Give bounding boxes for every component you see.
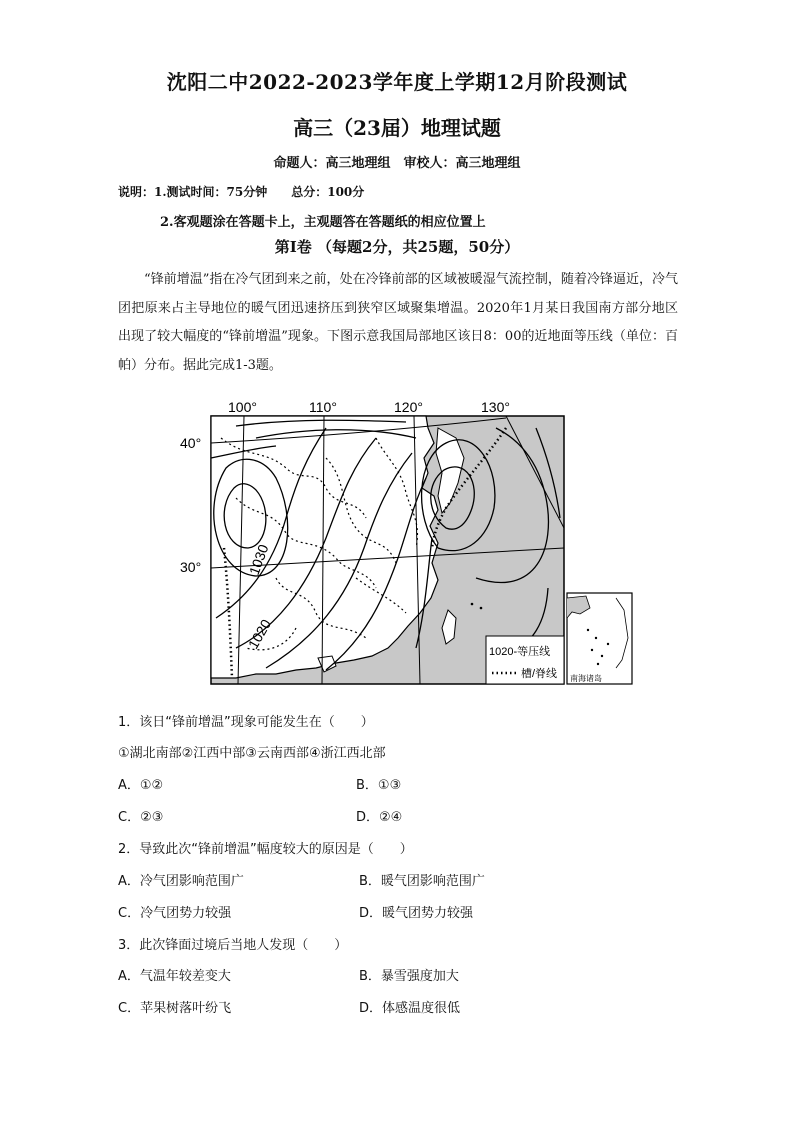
isobar-label-1030: 1030 xyxy=(245,542,272,578)
question-2-stem: 2．导致此次“锋前增温”幅度较大的原因是（ ） xyxy=(118,842,413,857)
intro-paragraph xyxy=(118,266,678,380)
isobar-label-1020: 1020 xyxy=(244,616,275,652)
isobar-map-figure xyxy=(176,398,636,688)
lon-label-100: 100° xyxy=(228,399,257,415)
intro-text: “锋前增温”指在冷气团到来之前，处在冷锋前部的区域被暖湿气流控制，随着冷锋逼近，冷气团把原来占主导地位的暖气团迅速挤压到狭窄区域聚集增温。2020年1月某日我国南方部分地区出现了较大幅度的“锋前增温”现象。下图示意我国局部地区该日8：00的近地面等压线（单位：百帕）分布。据此完成1-3题。 xyxy=(118,272,678,373)
question-1-option-a[interactable]: A．①② xyxy=(118,778,164,793)
lon-label-120: 120° xyxy=(394,399,423,415)
legend-isobar: 1020-等压线 xyxy=(489,646,551,658)
lat-label-40: 40° xyxy=(180,435,202,451)
lat-label-30: 30° xyxy=(180,559,202,575)
question-3-option-d[interactable]: D．体感温度很低 xyxy=(359,1001,461,1016)
exam-note-1: 说明：1.测试时间：75分钟 总分：100分 xyxy=(118,185,365,199)
question-1-option-c[interactable]: C．②③ xyxy=(118,810,164,825)
question-1-option-b[interactable]: B．①③ xyxy=(356,778,402,793)
question-3-option-a[interactable]: A．气温年较差变大 xyxy=(118,969,231,984)
lon-label-130: 130° xyxy=(481,399,510,415)
section-title: 第Ⅰ卷 （每题2分，共25题，50分） xyxy=(274,238,520,256)
exam-authors: 命题人：高三地理组 审校人：高三地理组 xyxy=(273,156,521,171)
question-2-option-a[interactable]: A．冷气团影响范围广 xyxy=(118,874,244,889)
question-3-option-c[interactable]: C．苹果树落叶纷飞 xyxy=(118,1001,232,1016)
inset-label: 南海诸岛 xyxy=(570,674,602,683)
exam-note-2: 2.客观题涂在答题卡上，主观题答在答题纸的相应位置上 xyxy=(160,215,486,230)
question-1-option-d[interactable]: D．②④ xyxy=(356,810,403,825)
question-1-statement: ①湖北南部②江西中部③云南西部④浙江西北部 xyxy=(118,746,386,761)
legend-trough: 槽/脊线 xyxy=(521,668,558,680)
question-2-option-c[interactable]: C．冷气团势力较强 xyxy=(118,906,232,921)
question-1-stem: 1．该日“锋前增温”现象可能发生在（ ） xyxy=(118,715,374,730)
question-2-option-b[interactable]: B．暖气团影响范围广 xyxy=(359,874,485,889)
question-3-stem: 3．此次锋面过境后当地人发现（ ） xyxy=(118,938,348,953)
isobar-map xyxy=(176,398,636,688)
question-3-option-b[interactable]: B．暴雪强度加大 xyxy=(359,969,459,984)
lon-label-110: 110° xyxy=(309,399,337,415)
exam-subtitle: 高三（23届）地理试题 xyxy=(293,116,501,140)
question-2-option-d[interactable]: D．暖气团势力较强 xyxy=(359,906,474,921)
exam-title: 沈阳二中2022-2023学年度上学期12月阶段测试 xyxy=(166,70,628,94)
